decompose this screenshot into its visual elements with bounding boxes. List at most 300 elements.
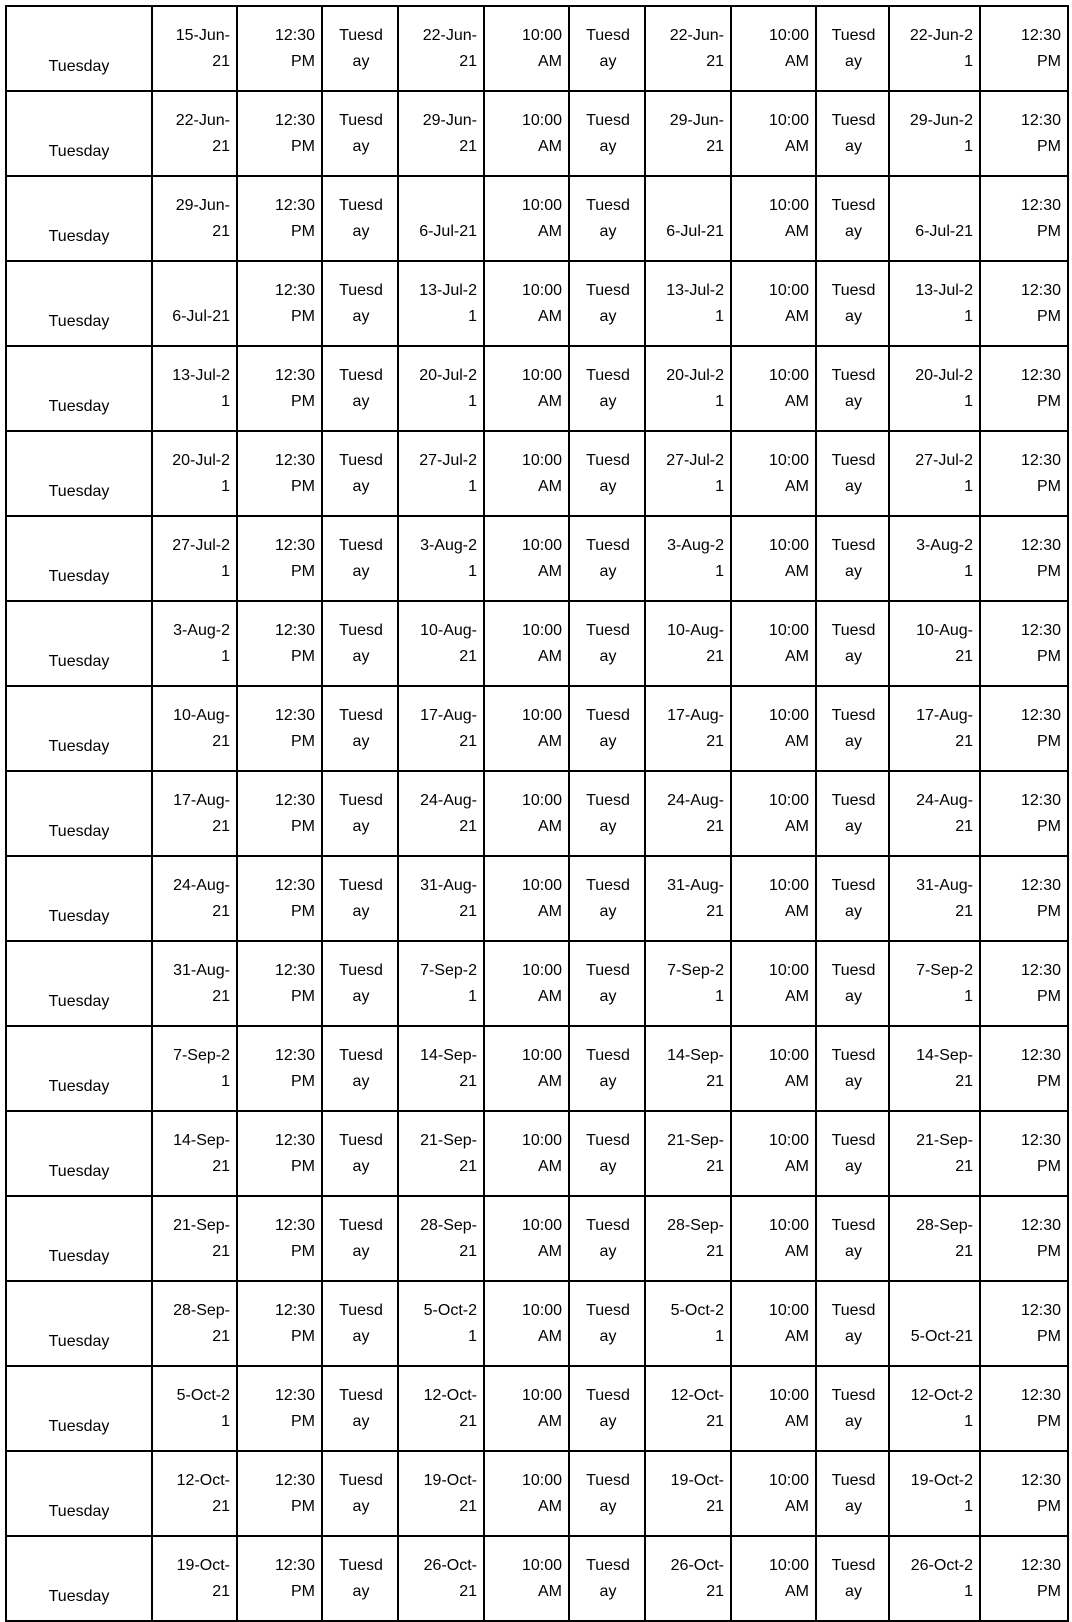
cell-date	[645, 856, 731, 941]
cell-line: 7-Sep-2	[173, 1046, 230, 1064]
cell-day-split	[816, 261, 889, 346]
cell-line: 10:00	[768, 706, 809, 724]
cell-line: ay	[352, 647, 370, 665]
cell-line: 12:30	[1020, 791, 1061, 809]
cell-day-split	[816, 431, 889, 516]
cell-line: 10:00	[521, 1216, 562, 1234]
cell-day-split	[816, 601, 889, 686]
cell-line: 6-Jul-21	[915, 222, 973, 240]
cell-line: 1	[715, 477, 724, 495]
cell-line: Tuesd	[586, 366, 630, 384]
cell-time	[731, 771, 816, 856]
cell-day-split	[322, 1366, 398, 1451]
cell-day: Tuesday	[6, 516, 152, 601]
cell-date	[645, 941, 731, 1026]
cell-line: Tuesd	[339, 706, 383, 724]
cell-day-split	[322, 6, 398, 91]
cell-line: ay	[599, 307, 617, 325]
cell-line: ay	[599, 1242, 617, 1260]
cell-date	[645, 346, 731, 431]
cell-date	[645, 431, 731, 516]
cell-line: AM	[538, 222, 562, 240]
cell-line: 22-Jun-	[422, 26, 477, 44]
cell-line: PM	[291, 1242, 315, 1260]
cell-line: Tuesd	[339, 1046, 383, 1064]
cell-day-split	[322, 261, 398, 346]
cell-line: ay	[352, 52, 370, 70]
cell-line: 21-Sep-	[667, 1131, 724, 1149]
cell-day-split	[569, 1026, 645, 1111]
cell-line: 12:30	[1020, 1216, 1061, 1234]
cell-line: 12:30	[274, 1301, 315, 1319]
cell-time	[237, 431, 322, 516]
cell-line: Tuesd	[586, 1216, 630, 1234]
cell-line: 12:30	[1020, 876, 1061, 894]
cell-day-split	[322, 1196, 398, 1281]
cell-line: 14-Sep-	[420, 1046, 477, 1064]
cell-line: 27-Jul-2	[915, 451, 973, 469]
cell-line: Tuesd	[339, 366, 383, 384]
cell-line: 10:00	[521, 451, 562, 469]
cell-line: ay	[352, 1072, 370, 1090]
cell-date	[152, 1281, 237, 1366]
cell-line: Tuesd	[831, 1386, 876, 1404]
cell-line: 13-Jul-2	[666, 281, 724, 299]
cell-line: 21	[706, 1412, 724, 1430]
cell-time	[980, 1451, 1068, 1536]
cell-line: 10-Aug-	[916, 621, 973, 639]
cell-line: Tuesd	[586, 621, 630, 639]
cell-line: 21	[706, 137, 724, 155]
cell-line: AM	[538, 1497, 562, 1515]
cell-time	[980, 176, 1068, 261]
table-row	[6, 686, 1068, 771]
table-row	[6, 941, 1068, 1026]
cell-line: AM	[538, 1072, 562, 1090]
cell-line: AM	[538, 732, 562, 750]
cell-line: Tuesd	[339, 876, 383, 894]
cell-line: 12:30	[274, 1471, 315, 1489]
cell-date	[152, 1366, 237, 1451]
cell-day-split	[322, 1281, 398, 1366]
cell-date	[398, 1536, 484, 1621]
cell-line: 10:00	[521, 1471, 562, 1489]
cell-line: 27-Jul-2	[666, 451, 724, 469]
cell-time	[484, 1281, 569, 1366]
cell-line: ay	[352, 562, 370, 580]
cell-line: 21	[955, 647, 973, 665]
cell-line: 21	[212, 1497, 230, 1515]
cell-line: Tuesd	[339, 26, 383, 44]
cell-date	[645, 6, 731, 91]
table-row	[6, 1281, 1068, 1366]
cell-line: 6-Jul-21	[419, 222, 477, 240]
cell-line: 21	[706, 732, 724, 750]
cell-line: 21	[706, 1582, 724, 1600]
cell-time	[980, 91, 1068, 176]
cell-line: 21	[706, 1242, 724, 1260]
cell-line: 21	[212, 137, 230, 155]
cell-time	[484, 771, 569, 856]
cell-day-split	[322, 91, 398, 176]
cell-time	[484, 941, 569, 1026]
cell-line: ay	[352, 1327, 370, 1345]
cell-day-split	[569, 1281, 645, 1366]
cell-time	[237, 856, 322, 941]
cell-line: Tuesd	[831, 1046, 876, 1064]
cell-line: Tuesd	[831, 451, 876, 469]
cell-day: Tuesday	[6, 431, 152, 516]
cell-line: 12:30	[274, 1046, 315, 1064]
cell-line: 20-Jul-2	[666, 366, 724, 384]
cell-line: 12:30	[1020, 706, 1061, 724]
cell-line: Tuesd	[339, 281, 383, 299]
cell-line: 5-Oct-2	[423, 1301, 477, 1319]
cell-date	[889, 176, 980, 261]
cell-line: AM	[538, 137, 562, 155]
cell-line: Tuesd	[831, 1301, 876, 1319]
cell-line: ay	[845, 1412, 862, 1430]
cell-line: 21	[706, 1072, 724, 1090]
cell-line: PM	[291, 1327, 315, 1345]
cell-day: Tuesday	[6, 601, 152, 686]
cell-date	[152, 91, 237, 176]
cell-line: ay	[845, 1327, 862, 1345]
cell-line: 24-Aug-	[916, 791, 973, 809]
cell-day-split	[816, 686, 889, 771]
cell-line: ay	[599, 1157, 617, 1175]
cell-line: 27-Jul-2	[172, 536, 230, 554]
cell-line: 10:00	[768, 1216, 809, 1234]
cell-time	[237, 686, 322, 771]
cell-line: 10:00	[768, 111, 809, 129]
cell-line: AM	[538, 307, 562, 325]
cell-time	[731, 1451, 816, 1536]
cell-line: PM	[1037, 732, 1061, 750]
cell-line: Tuesd	[586, 26, 630, 44]
cell-date	[889, 91, 980, 176]
cell-line: 31-Aug-	[916, 876, 973, 894]
cell-date	[398, 431, 484, 516]
cell-line: 19-Oct-	[670, 1471, 724, 1489]
cell-day-split	[816, 1026, 889, 1111]
cell-line	[161, 278, 230, 304]
cell-line: 1	[715, 392, 724, 410]
cell-line: 21	[459, 1582, 477, 1600]
cell-line: 1	[715, 562, 724, 580]
cell-line: 21	[955, 817, 973, 835]
cell-line: 26-Oct-2	[910, 1556, 973, 1574]
cell-date	[398, 176, 484, 261]
cell-line: 12:30	[1020, 111, 1061, 129]
cell-line: 10:00	[521, 111, 562, 129]
cell-day-split	[816, 91, 889, 176]
cell-line: 10:00	[768, 791, 809, 809]
cell-line: Tuesd	[831, 791, 876, 809]
cell-line: 10-Aug-	[173, 706, 230, 724]
cell-day: Tuesday	[6, 91, 152, 176]
cell-line: 1	[468, 307, 477, 325]
cell-time	[980, 1111, 1068, 1196]
table-row	[6, 91, 1068, 176]
cell-line: 21	[212, 732, 230, 750]
cell-line: 21	[459, 1242, 477, 1260]
cell-date	[645, 1281, 731, 1366]
cell-day: Tuesday	[6, 1536, 152, 1621]
cell-day-split	[569, 856, 645, 941]
cell-date	[889, 686, 980, 771]
cell-day-split	[816, 516, 889, 601]
cell-day-split	[322, 856, 398, 941]
cell-line: 21	[706, 52, 724, 70]
cell-date	[152, 261, 237, 346]
cell-date	[398, 6, 484, 91]
cell-line: 21	[212, 1242, 230, 1260]
cell-line: Tuesd	[339, 111, 383, 129]
cell-line: PM	[1037, 392, 1061, 410]
cell-line: 21	[212, 1582, 230, 1600]
cell-line: 12:30	[1020, 1471, 1061, 1489]
cell-time	[484, 261, 569, 346]
cell-day-split	[569, 1536, 645, 1621]
cell-line: ay	[599, 1412, 617, 1430]
cell-day-split	[322, 1451, 398, 1536]
cell-line: 10:00	[768, 536, 809, 554]
cell-line: 10:00	[768, 1046, 809, 1064]
cell-date	[398, 1111, 484, 1196]
cell-time	[980, 1026, 1068, 1111]
cell-date	[152, 1026, 237, 1111]
cell-line: 10:00	[521, 621, 562, 639]
cell-day-split	[816, 1536, 889, 1621]
cell-line: 21-Sep-	[916, 1131, 973, 1149]
cell-day-split	[816, 6, 889, 91]
cell-date	[645, 1026, 731, 1111]
cell-line: Tuesd	[831, 536, 876, 554]
cell-line: 12:30	[1020, 26, 1061, 44]
schedule-body	[6, 6, 1068, 1621]
cell-line: 21	[212, 222, 230, 240]
cell-line: 14-Sep-	[667, 1046, 724, 1064]
cell-line: PM	[291, 392, 315, 410]
cell-line: 10:00	[521, 791, 562, 809]
cell-line: 10:00	[768, 1556, 809, 1574]
cell-line: 21	[955, 1157, 973, 1175]
table-row	[6, 1536, 1068, 1621]
cell-line: 10:00	[768, 1386, 809, 1404]
cell-line: AM	[538, 1242, 562, 1260]
cell-line: PM	[1037, 1072, 1061, 1090]
cell-time	[484, 516, 569, 601]
cell-line: ay	[599, 647, 617, 665]
cell-line: AM	[538, 1157, 562, 1175]
cell-line: PM	[1037, 477, 1061, 495]
cell-line: 10:00	[521, 26, 562, 44]
cell-line: 10:00	[521, 1556, 562, 1574]
cell-line: 12:30	[274, 876, 315, 894]
cell-date	[889, 1536, 980, 1621]
cell-line: Tuesd	[339, 1471, 383, 1489]
cell-line: PM	[1037, 1497, 1061, 1515]
cell-line: Tuesd	[339, 1301, 383, 1319]
cell-line: AM	[785, 1412, 809, 1430]
cell-line: 26-Oct-	[670, 1556, 724, 1574]
cell-line: ay	[599, 732, 617, 750]
cell-day-split	[322, 176, 398, 261]
cell-line	[654, 193, 724, 219]
cell-line: 10:00	[521, 366, 562, 384]
cell-date	[645, 1366, 731, 1451]
cell-line: ay	[352, 1157, 370, 1175]
cell-day-split	[816, 1196, 889, 1281]
cell-time	[731, 91, 816, 176]
cell-date	[152, 516, 237, 601]
cell-line: 29-Jun-	[422, 111, 477, 129]
cell-day-split	[569, 1111, 645, 1196]
cell-line: 21	[706, 1497, 724, 1515]
cell-line: 12:30	[1020, 451, 1061, 469]
cell-line: Tuesd	[831, 1131, 876, 1149]
cell-line: Tuesd	[831, 1216, 876, 1234]
cell-time	[237, 1281, 322, 1366]
cell-line: 12:30	[1020, 1046, 1061, 1064]
cell-line: AM	[785, 222, 809, 240]
cell-time	[980, 1281, 1068, 1366]
cell-line: PM	[1037, 1412, 1061, 1430]
cell-line: ay	[599, 1582, 617, 1600]
cell-line: 12:30	[274, 281, 315, 299]
cell-line: 21	[955, 1242, 973, 1260]
cell-line: PM	[1037, 137, 1061, 155]
cell-date	[152, 941, 237, 1026]
cell-line: ay	[352, 1242, 370, 1260]
cell-line: 21	[706, 902, 724, 920]
cell-day-split	[569, 686, 645, 771]
cell-line: 10:00	[768, 451, 809, 469]
cell-line: 19-Oct-2	[910, 1471, 973, 1489]
cell-date	[645, 176, 731, 261]
cell-line: 12:30	[274, 791, 315, 809]
cell-line: 12-Oct-2	[910, 1386, 973, 1404]
cell-time	[484, 6, 569, 91]
cell-day: Tuesday	[6, 176, 152, 261]
cell-line: 17-Aug-	[420, 706, 477, 724]
cell-line: 21	[459, 1497, 477, 1515]
cell-line: 21-Sep-	[420, 1131, 477, 1149]
cell-date	[889, 1281, 980, 1366]
cell-day-split	[569, 91, 645, 176]
cell-line: Tuesd	[339, 621, 383, 639]
cell-line: Tuesd	[339, 451, 383, 469]
cell-time	[980, 261, 1068, 346]
cell-line: 19-Oct-	[423, 1471, 477, 1489]
cell-line: 5-Oct-2	[176, 1386, 230, 1404]
cell-line: 10:00	[521, 536, 562, 554]
cell-line: 12:30	[1020, 1301, 1061, 1319]
cell-day-split	[322, 1111, 398, 1196]
cell-date	[152, 1196, 237, 1281]
cell-line: 1	[221, 647, 230, 665]
cell-line: 10:00	[768, 876, 809, 894]
cell-line: 21	[459, 137, 477, 155]
cell-line: ay	[845, 52, 862, 70]
cell-line: ay	[599, 562, 617, 580]
cell-line	[898, 1298, 973, 1324]
cell-line: 28-Sep-	[916, 1216, 973, 1234]
cell-line: 21	[212, 987, 230, 1005]
cell-date	[152, 771, 237, 856]
cell-time	[237, 1366, 322, 1451]
cell-line: Tuesd	[586, 451, 630, 469]
cell-line: 10:00	[521, 196, 562, 214]
cell-time	[731, 601, 816, 686]
cell-date	[152, 686, 237, 771]
cell-line: 13-Jul-2	[915, 281, 973, 299]
cell-time	[980, 6, 1068, 91]
cell-time	[731, 1281, 816, 1366]
cell-day-split	[569, 431, 645, 516]
cell-line: Tuesd	[831, 876, 876, 894]
cell-time	[484, 1111, 569, 1196]
cell-line: 1	[964, 307, 973, 325]
cell-time	[731, 6, 816, 91]
cell-line: 29-Jun-2	[909, 111, 973, 129]
cell-date	[398, 601, 484, 686]
cell-line: 10:00	[768, 366, 809, 384]
cell-day-split	[569, 6, 645, 91]
cell-line: 22-Jun-2	[909, 26, 973, 44]
cell-line: ay	[352, 1497, 370, 1515]
cell-date	[398, 346, 484, 431]
cell-date	[152, 6, 237, 91]
cell-line: AM	[538, 987, 562, 1005]
cell-day: Tuesday	[6, 1451, 152, 1536]
cell-time	[980, 856, 1068, 941]
cell-date	[889, 856, 980, 941]
cell-line: 12:30	[1020, 281, 1061, 299]
cell-line: 10:00	[768, 1301, 809, 1319]
cell-line: 21	[955, 732, 973, 750]
cell-line: 10:00	[521, 1301, 562, 1319]
cell-day-split	[322, 1536, 398, 1621]
cell-line: ay	[599, 1497, 617, 1515]
cell-line: AM	[785, 307, 809, 325]
cell-line: AM	[785, 817, 809, 835]
cell-time	[237, 346, 322, 431]
cell-time	[980, 771, 1068, 856]
cell-time	[237, 941, 322, 1026]
cell-line: 21	[459, 902, 477, 920]
cell-line: 21	[706, 647, 724, 665]
cell-line: 22-Jun-	[669, 26, 724, 44]
cell-line: 3-Aug-2	[173, 621, 230, 639]
cell-line: ay	[845, 732, 862, 750]
cell-line: 12:30	[274, 961, 315, 979]
cell-line: 10:00	[768, 1471, 809, 1489]
cell-line: PM	[291, 307, 315, 325]
cell-date	[889, 1366, 980, 1451]
cell-time	[980, 431, 1068, 516]
table-row	[6, 261, 1068, 346]
cell-line: 17-Aug-	[173, 791, 230, 809]
cell-day-split	[569, 516, 645, 601]
cell-day-split	[569, 261, 645, 346]
cell-time	[484, 431, 569, 516]
cell-line: 7-Sep-2	[420, 961, 477, 979]
cell-date	[889, 516, 980, 601]
cell-line: Tuesd	[586, 281, 630, 299]
cell-line: 26-Oct-	[423, 1556, 477, 1574]
